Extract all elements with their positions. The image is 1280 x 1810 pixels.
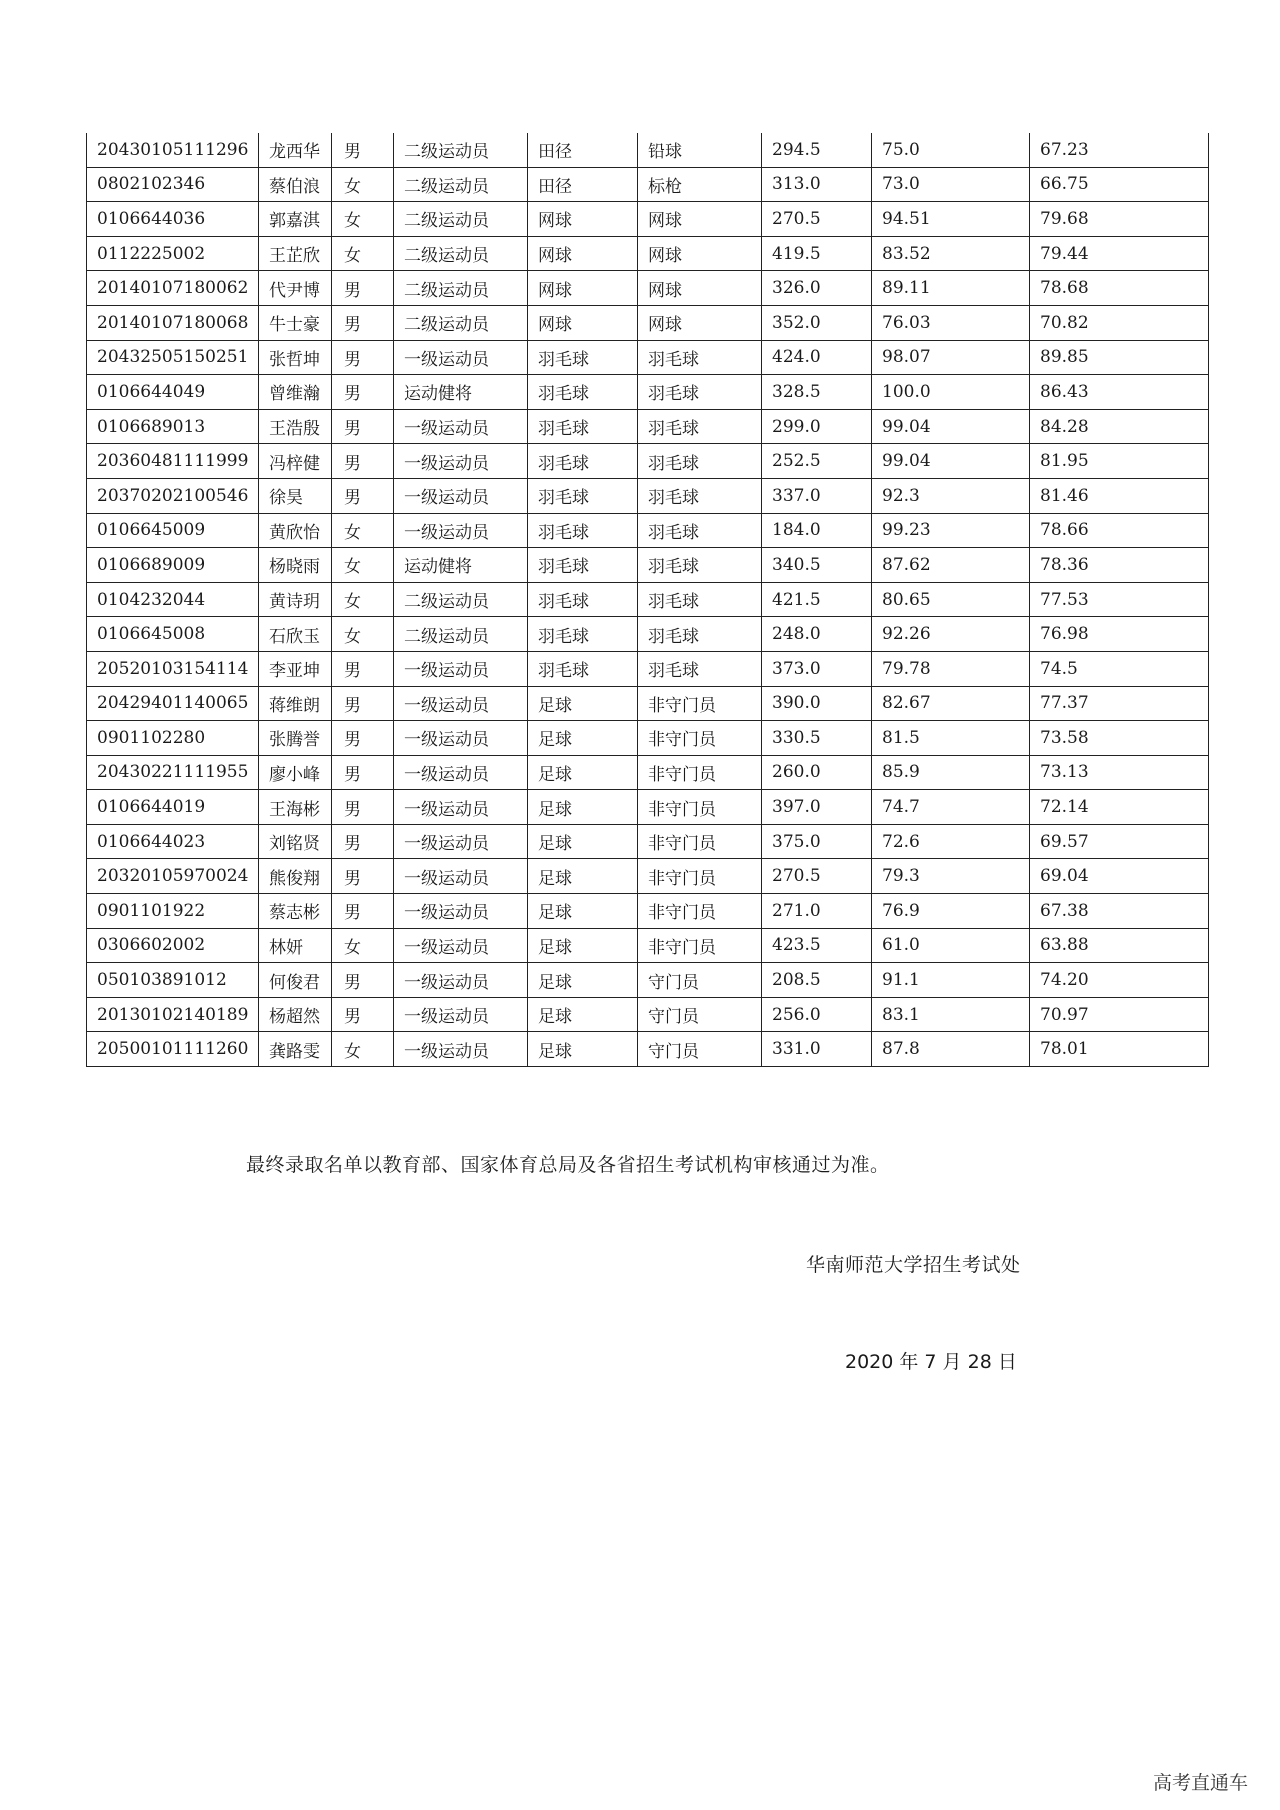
- event-cell: 羽毛球: [638, 444, 762, 479]
- sport-cell: 羽毛球: [528, 375, 638, 410]
- name-cell: 杨晓雨: [259, 548, 332, 583]
- exam-id-cell: 20140107180068: [87, 305, 259, 340]
- event-cell: 非守门员: [638, 790, 762, 825]
- table-row: [87, 617, 1209, 652]
- sport-cell: 足球: [528, 721, 638, 756]
- total-score-cell: 69.04: [1030, 859, 1209, 894]
- event-cell: 非守门员: [638, 755, 762, 790]
- culture-score-cell: 424.0: [762, 340, 872, 375]
- name-cell: 曾维瀚: [259, 375, 332, 410]
- event-cell: 羽毛球: [638, 617, 762, 652]
- total-score-cell: 67.38: [1030, 894, 1209, 929]
- exam-id-cell: 20130102140189: [87, 997, 259, 1032]
- exam-id-cell: 20320105970024: [87, 859, 259, 894]
- table-body: [87, 133, 1209, 1067]
- name-cell: 张腾誉: [259, 721, 332, 756]
- specialty-score-cell: 85.9: [872, 755, 1030, 790]
- admission-results-table: [86, 133, 1209, 1067]
- athlete-level-cell: 一级运动员: [394, 997, 528, 1032]
- culture-score-cell: 340.5: [762, 548, 872, 583]
- total-score-cell: 72.14: [1030, 790, 1209, 825]
- gender-cell: 男: [332, 997, 394, 1032]
- sport-cell: 羽毛球: [528, 513, 638, 548]
- event-cell: 羽毛球: [638, 409, 762, 444]
- total-score-cell: 79.68: [1030, 202, 1209, 237]
- culture-score-cell: 313.0: [762, 167, 872, 202]
- sport-cell: 足球: [528, 790, 638, 825]
- exam-id-cell: 0901101922: [87, 894, 259, 929]
- sport-cell: 羽毛球: [528, 617, 638, 652]
- total-score-cell: 79.44: [1030, 236, 1209, 271]
- gender-cell: 男: [332, 790, 394, 825]
- name-cell: 徐昊: [259, 478, 332, 513]
- athlete-level-cell: 二级运动员: [394, 582, 528, 617]
- culture-score-cell: 375.0: [762, 824, 872, 859]
- event-cell: 标枪: [638, 167, 762, 202]
- exam-id-cell: 0106644049: [87, 375, 259, 410]
- sport-cell: 网球: [528, 202, 638, 237]
- total-score-cell: 84.28: [1030, 409, 1209, 444]
- table-row: [87, 305, 1209, 340]
- sport-cell: 羽毛球: [528, 548, 638, 583]
- specialty-score-cell: 94.51: [872, 202, 1030, 237]
- name-cell: 熊俊翔: [259, 859, 332, 894]
- table-row: [87, 548, 1209, 583]
- total-score-cell: 78.36: [1030, 548, 1209, 583]
- culture-score-cell: 256.0: [762, 997, 872, 1032]
- table-row: [87, 755, 1209, 790]
- total-score-cell: 73.58: [1030, 721, 1209, 756]
- table-row: [87, 202, 1209, 237]
- total-score-cell: 86.43: [1030, 375, 1209, 410]
- athlete-level-cell: 一级运动员: [394, 340, 528, 375]
- sport-cell: 田径: [528, 133, 638, 167]
- table-row: [87, 824, 1209, 859]
- athlete-level-cell: 一级运动员: [394, 824, 528, 859]
- specialty-score-cell: 91.1: [872, 963, 1030, 998]
- sport-cell: 足球: [528, 997, 638, 1032]
- name-cell: 蔡志彬: [259, 894, 332, 929]
- gender-cell: 女: [332, 582, 394, 617]
- exam-id-cell: 20432505150251: [87, 340, 259, 375]
- table-row: [87, 236, 1209, 271]
- table-row: [87, 133, 1209, 167]
- athlete-level-cell: 一级运动员: [394, 721, 528, 756]
- name-cell: 牛士豪: [259, 305, 332, 340]
- sport-cell: 网球: [528, 236, 638, 271]
- gender-cell: 女: [332, 167, 394, 202]
- culture-score-cell: 423.5: [762, 928, 872, 963]
- name-cell: 石欣玉: [259, 617, 332, 652]
- event-cell: 守门员: [638, 1032, 762, 1067]
- gender-cell: 男: [332, 271, 394, 306]
- specialty-score-cell: 82.67: [872, 686, 1030, 721]
- specialty-score-cell: 74.7: [872, 790, 1030, 825]
- name-cell: 林妍: [259, 928, 332, 963]
- exam-id-cell: 050103891012: [87, 963, 259, 998]
- event-cell: 羽毛球: [638, 478, 762, 513]
- event-cell: 守门员: [638, 963, 762, 998]
- athlete-level-cell: 一级运动员: [394, 651, 528, 686]
- culture-score-cell: 260.0: [762, 755, 872, 790]
- athlete-level-cell: 二级运动员: [394, 236, 528, 271]
- event-cell: 网球: [638, 305, 762, 340]
- specialty-score-cell: 92.26: [872, 617, 1030, 652]
- total-score-cell: 73.13: [1030, 755, 1209, 790]
- total-score-cell: 70.82: [1030, 305, 1209, 340]
- culture-score-cell: 270.5: [762, 859, 872, 894]
- gender-cell: 男: [332, 444, 394, 479]
- event-cell: 非守门员: [638, 686, 762, 721]
- specialty-score-cell: 76.03: [872, 305, 1030, 340]
- sport-cell: 足球: [528, 963, 638, 998]
- sport-cell: 足球: [528, 1032, 638, 1067]
- culture-score-cell: 397.0: [762, 790, 872, 825]
- specialty-score-cell: 99.04: [872, 444, 1030, 479]
- issue-date: 2020 年 7 月 28 日: [845, 1351, 1017, 1373]
- event-cell: 非守门员: [638, 721, 762, 756]
- specialty-score-cell: 76.9: [872, 894, 1030, 929]
- sport-cell: 羽毛球: [528, 651, 638, 686]
- name-cell: 王浩殷: [259, 409, 332, 444]
- name-cell: 何俊君: [259, 963, 332, 998]
- exam-id-cell: 0106645008: [87, 617, 259, 652]
- gender-cell: 女: [332, 513, 394, 548]
- exam-id-cell: 20430221111955: [87, 755, 259, 790]
- athlete-level-cell: 一级运动员: [394, 409, 528, 444]
- culture-score-cell: 421.5: [762, 582, 872, 617]
- event-cell: 羽毛球: [638, 582, 762, 617]
- culture-score-cell: 184.0: [762, 513, 872, 548]
- specialty-score-cell: 89.11: [872, 271, 1030, 306]
- total-score-cell: 78.01: [1030, 1032, 1209, 1067]
- event-cell: 网球: [638, 202, 762, 237]
- watermark-text: 高考直通车: [1152, 1772, 1248, 1794]
- gender-cell: 男: [332, 755, 394, 790]
- table-row: [87, 963, 1209, 998]
- name-cell: 王海彬: [259, 790, 332, 825]
- gender-cell: 男: [332, 721, 394, 756]
- event-cell: 羽毛球: [638, 548, 762, 583]
- total-score-cell: 81.46: [1030, 478, 1209, 513]
- exam-id-cell: 20429401140065: [87, 686, 259, 721]
- name-cell: 郭嘉淇: [259, 202, 332, 237]
- gender-cell: 男: [332, 859, 394, 894]
- gender-cell: 女: [332, 1032, 394, 1067]
- gender-cell: 女: [332, 548, 394, 583]
- total-score-cell: 76.98: [1030, 617, 1209, 652]
- culture-score-cell: 208.5: [762, 963, 872, 998]
- event-cell: 羽毛球: [638, 375, 762, 410]
- event-cell: 网球: [638, 236, 762, 271]
- exam-id-cell: 20430105111296: [87, 133, 259, 167]
- specialty-score-cell: 72.6: [872, 824, 1030, 859]
- culture-score-cell: 373.0: [762, 651, 872, 686]
- exam-id-cell: 0106644019: [87, 790, 259, 825]
- name-cell: 蔡伯浪: [259, 167, 332, 202]
- total-score-cell: 74.20: [1030, 963, 1209, 998]
- admission-note: 最终录取名单以教育部、国家体育总局及各省招生考试机构审核通过为准。: [246, 1154, 890, 1176]
- gender-cell: 男: [332, 305, 394, 340]
- total-score-cell: 77.53: [1030, 582, 1209, 617]
- athlete-level-cell: 一级运动员: [394, 686, 528, 721]
- exam-id-cell: 0802102346: [87, 167, 259, 202]
- sport-cell: 羽毛球: [528, 409, 638, 444]
- table-row: [87, 859, 1209, 894]
- athlete-level-cell: 二级运动员: [394, 271, 528, 306]
- name-cell: 冯梓健: [259, 444, 332, 479]
- culture-score-cell: 270.5: [762, 202, 872, 237]
- total-score-cell: 66.75: [1030, 167, 1209, 202]
- culture-score-cell: 331.0: [762, 1032, 872, 1067]
- table-row: [87, 340, 1209, 375]
- total-score-cell: 77.37: [1030, 686, 1209, 721]
- table-row: [87, 444, 1209, 479]
- gender-cell: 男: [332, 133, 394, 167]
- table-row: [87, 997, 1209, 1032]
- athlete-level-cell: 一级运动员: [394, 963, 528, 998]
- total-score-cell: 78.66: [1030, 513, 1209, 548]
- culture-score-cell: 294.5: [762, 133, 872, 167]
- exam-id-cell: 0901102280: [87, 721, 259, 756]
- name-cell: 张哲坤: [259, 340, 332, 375]
- sport-cell: 足球: [528, 928, 638, 963]
- name-cell: 黄欣怡: [259, 513, 332, 548]
- sport-cell: 网球: [528, 305, 638, 340]
- table-row: [87, 167, 1209, 202]
- name-cell: 王芷欣: [259, 236, 332, 271]
- table-row: [87, 686, 1209, 721]
- sport-cell: 网球: [528, 271, 638, 306]
- event-cell: 非守门员: [638, 859, 762, 894]
- exam-id-cell: 0106645009: [87, 513, 259, 548]
- athlete-level-cell: 二级运动员: [394, 305, 528, 340]
- name-cell: 刘铭贤: [259, 824, 332, 859]
- table-row: [87, 894, 1209, 929]
- total-score-cell: 69.57: [1030, 824, 1209, 859]
- total-score-cell: 74.5: [1030, 651, 1209, 686]
- name-cell: 廖小峰: [259, 755, 332, 790]
- table-row: [87, 928, 1209, 963]
- sport-cell: 足球: [528, 894, 638, 929]
- event-cell: 非守门员: [638, 894, 762, 929]
- event-cell: 非守门员: [638, 928, 762, 963]
- name-cell: 黄诗玥: [259, 582, 332, 617]
- athlete-level-cell: 一级运动员: [394, 790, 528, 825]
- gender-cell: 女: [332, 236, 394, 271]
- table-row: [87, 513, 1209, 548]
- total-score-cell: 78.68: [1030, 271, 1209, 306]
- gender-cell: 男: [332, 651, 394, 686]
- culture-score-cell: 390.0: [762, 686, 872, 721]
- specialty-score-cell: 80.65: [872, 582, 1030, 617]
- athlete-level-cell: 二级运动员: [394, 617, 528, 652]
- table-row: [87, 651, 1209, 686]
- exam-id-cell: 20370202100546: [87, 478, 259, 513]
- event-cell: 羽毛球: [638, 340, 762, 375]
- issuer-signature: 华南师范大学招生考试处: [806, 1254, 1021, 1276]
- sport-cell: 羽毛球: [528, 478, 638, 513]
- culture-score-cell: 271.0: [762, 894, 872, 929]
- athlete-level-cell: 一级运动员: [394, 478, 528, 513]
- specialty-score-cell: 87.8: [872, 1032, 1030, 1067]
- gender-cell: 男: [332, 894, 394, 929]
- gender-cell: 女: [332, 202, 394, 237]
- exam-id-cell: 0106644036: [87, 202, 259, 237]
- culture-score-cell: 337.0: [762, 478, 872, 513]
- table-row: [87, 1032, 1209, 1067]
- specialty-score-cell: 87.62: [872, 548, 1030, 583]
- sport-cell: 羽毛球: [528, 340, 638, 375]
- sport-cell: 羽毛球: [528, 444, 638, 479]
- gender-cell: 男: [332, 686, 394, 721]
- athlete-level-cell: 运动健将: [394, 548, 528, 583]
- gender-cell: 女: [332, 617, 394, 652]
- total-score-cell: 63.88: [1030, 928, 1209, 963]
- exam-id-cell: 20520103154114: [87, 651, 259, 686]
- event-cell: 非守门员: [638, 824, 762, 859]
- athlete-level-cell: 一级运动员: [394, 859, 528, 894]
- specialty-score-cell: 92.3: [872, 478, 1030, 513]
- gender-cell: 男: [332, 963, 394, 998]
- table-row: [87, 478, 1209, 513]
- specialty-score-cell: 61.0: [872, 928, 1030, 963]
- sport-cell: 足球: [528, 859, 638, 894]
- total-score-cell: 89.85: [1030, 340, 1209, 375]
- name-cell: 龚路雯: [259, 1032, 332, 1067]
- culture-score-cell: 419.5: [762, 236, 872, 271]
- sport-cell: 足球: [528, 686, 638, 721]
- exam-id-cell: 20500101111260: [87, 1032, 259, 1067]
- culture-score-cell: 252.5: [762, 444, 872, 479]
- athlete-level-cell: 二级运动员: [394, 167, 528, 202]
- exam-id-cell: 0106689009: [87, 548, 259, 583]
- culture-score-cell: 248.0: [762, 617, 872, 652]
- exam-id-cell: 0106689013: [87, 409, 259, 444]
- exam-id-cell: 20140107180062: [87, 271, 259, 306]
- event-cell: 网球: [638, 271, 762, 306]
- specialty-score-cell: 100.0: [872, 375, 1030, 410]
- athlete-level-cell: 二级运动员: [394, 202, 528, 237]
- table-row: [87, 271, 1209, 306]
- name-cell: 蒋维朗: [259, 686, 332, 721]
- name-cell: 杨超然: [259, 997, 332, 1032]
- total-score-cell: 67.23: [1030, 133, 1209, 167]
- specialty-score-cell: 79.78: [872, 651, 1030, 686]
- specialty-score-cell: 83.1: [872, 997, 1030, 1032]
- athlete-level-cell: 一级运动员: [394, 513, 528, 548]
- sport-cell: 足球: [528, 755, 638, 790]
- event-cell: 羽毛球: [638, 513, 762, 548]
- gender-cell: 男: [332, 340, 394, 375]
- table-row: [87, 721, 1209, 756]
- gender-cell: 女: [332, 928, 394, 963]
- specialty-score-cell: 73.0: [872, 167, 1030, 202]
- event-cell: 铅球: [638, 133, 762, 167]
- sport-cell: 田径: [528, 167, 638, 202]
- sport-cell: 足球: [528, 824, 638, 859]
- culture-score-cell: 352.0: [762, 305, 872, 340]
- culture-score-cell: 328.5: [762, 375, 872, 410]
- table-row: [87, 375, 1209, 410]
- specialty-score-cell: 75.0: [872, 133, 1030, 167]
- specialty-score-cell: 99.23: [872, 513, 1030, 548]
- name-cell: 代尹博: [259, 271, 332, 306]
- athlete-level-cell: 二级运动员: [394, 133, 528, 167]
- specialty-score-cell: 99.04: [872, 409, 1030, 444]
- gender-cell: 男: [332, 375, 394, 410]
- event-cell: 羽毛球: [638, 651, 762, 686]
- specialty-score-cell: 83.52: [872, 236, 1030, 271]
- table-row: [87, 582, 1209, 617]
- culture-score-cell: 330.5: [762, 721, 872, 756]
- exam-id-cell: 0106644023: [87, 824, 259, 859]
- name-cell: 龙西华: [259, 133, 332, 167]
- gender-cell: 男: [332, 478, 394, 513]
- gender-cell: 男: [332, 409, 394, 444]
- athlete-level-cell: 运动健将: [394, 375, 528, 410]
- table-row: [87, 409, 1209, 444]
- specialty-score-cell: 98.07: [872, 340, 1030, 375]
- event-cell: 守门员: [638, 997, 762, 1032]
- athlete-level-cell: 一级运动员: [394, 755, 528, 790]
- athlete-level-cell: 一级运动员: [394, 928, 528, 963]
- table-row: [87, 790, 1209, 825]
- athlete-level-cell: 一级运动员: [394, 1032, 528, 1067]
- specialty-score-cell: 79.3: [872, 859, 1030, 894]
- exam-id-cell: 20360481111999: [87, 444, 259, 479]
- exam-id-cell: 0112225002: [87, 236, 259, 271]
- culture-score-cell: 326.0: [762, 271, 872, 306]
- exam-id-cell: 0104232044: [87, 582, 259, 617]
- athlete-level-cell: 一级运动员: [394, 894, 528, 929]
- athlete-level-cell: 一级运动员: [394, 444, 528, 479]
- total-score-cell: 70.97: [1030, 997, 1209, 1032]
- exam-id-cell: 0306602002: [87, 928, 259, 963]
- sport-cell: 羽毛球: [528, 582, 638, 617]
- gender-cell: 男: [332, 824, 394, 859]
- total-score-cell: 81.95: [1030, 444, 1209, 479]
- culture-score-cell: 299.0: [762, 409, 872, 444]
- name-cell: 李亚坤: [259, 651, 332, 686]
- specialty-score-cell: 81.5: [872, 721, 1030, 756]
